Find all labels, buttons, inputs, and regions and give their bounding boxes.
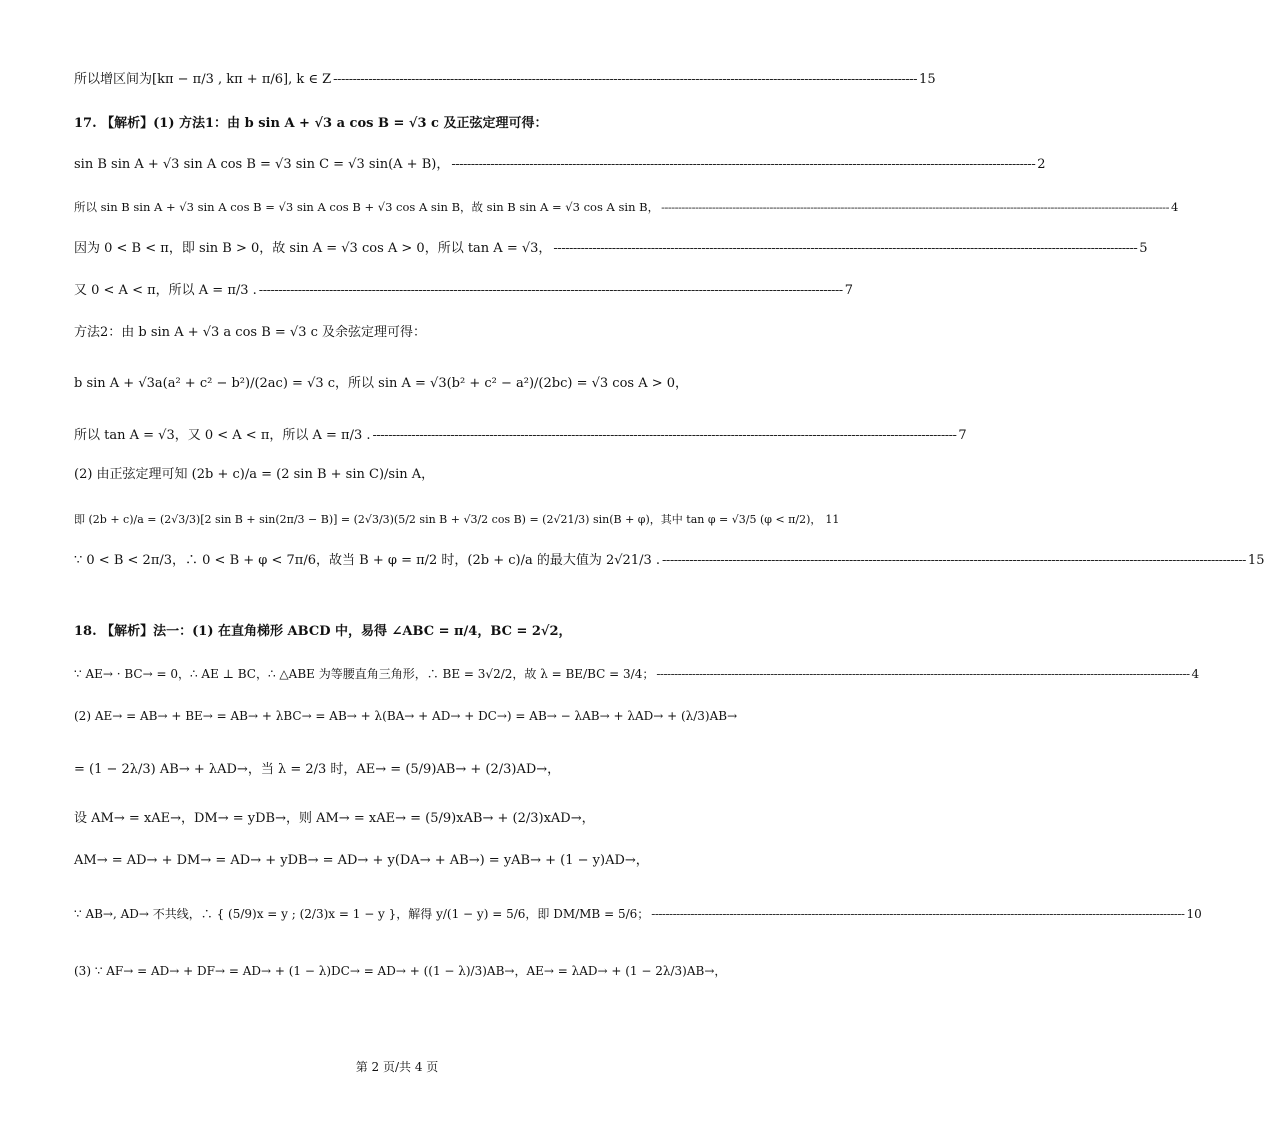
line-text: 18. 【解析】法一：(1) 在直角梯形 ABCD 中，易得 ∠ABC = π/4，BC = 2√2， — [74, 624, 572, 639]
line-text: ∵ AE→ · BC→ = 0，∴ AE ⊥ BC，∴ △ABE 为等腰直角三角形，∴ BE = 3√2/2，故 λ = BE/BC = 3/4； — [74, 667, 655, 681]
score-label: 5 — [1139, 241, 1148, 256]
line-text: 所以 tan A = √3，又 0 < A < π，所以 A = π/3 . — [74, 428, 371, 443]
line-interval — [74, 71, 936, 89]
dash-leader: ------------------------------------------------------------------------------------------------------------------------------------------------------ — [372, 428, 957, 443]
line-q17-step2 — [74, 156, 1046, 174]
line-q17-step4 — [74, 198, 1179, 216]
line-q17-step5 — [74, 240, 1148, 258]
score-label: 15 — [919, 72, 936, 87]
dash-leader: ------------------------------------------------------------------------------------------------------------------------------------------------------ — [651, 907, 1185, 921]
line-q18-step10 — [74, 905, 1202, 923]
line-text: sin B sin A + √3 sin A cos B = √3 sin C = √3 sin(A + B)， — [74, 157, 450, 172]
line-text: 又 0 < A < π，所以 A = π/3 . — [74, 283, 257, 298]
line-q17-m2-step7 — [74, 427, 967, 445]
line-text: 所以增区间为[kπ − π/3 , kπ + π/6], k ∈ Z — [74, 72, 332, 87]
line-q18-part2-cont — [74, 761, 696, 779]
line-text: 17. 【解析】(1) 方法1：由 b sin A + √3 a cos B = √3 c 及正弦定理可得： — [74, 116, 548, 131]
score-label: 4 — [1170, 200, 1179, 214]
line-text: 方法2：由 b sin A + √3 a cos B = √3 c 及余弦定理可得： — [74, 325, 427, 340]
line-text: 因为 0 < B < π，即 sin B > 0，故 sin A = √3 cos A > 0，所以 tan A = √3， — [74, 241, 552, 256]
line-text: AM→ = AD→ + DM→ = AD→ + yDB→ = AD→ + y(DA→ + AB→) = yAB→ + (1 − y)AD→， — [74, 853, 649, 868]
score-label: 11 — [825, 513, 840, 526]
line-q17-part2-step15 — [74, 552, 1264, 570]
line-q18-am — [74, 852, 696, 870]
line-q18-intro — [74, 623, 696, 641]
line-q17-part2 — [74, 466, 696, 484]
line-q18-part2 — [74, 707, 738, 725]
dash-leader: ------------------------------------------------------------------------------------------------------------------------------------------------------ — [451, 157, 1036, 172]
line-q17-method2 — [74, 324, 696, 342]
score-label: 2 — [1037, 157, 1046, 172]
dash-leader: ------------------------------------------------------------------------------------------------------------------------------------------------------ — [656, 667, 1190, 681]
score-label: 15 — [1247, 553, 1264, 568]
page-footer: 第 2 页/共 4 页 — [355, 1060, 439, 1074]
line-text: ∵ 0 < B < 2π/3，∴ 0 < B + φ < 7π/6，故当 B + φ = π/2 时，(2b + c)/a 的最大值为 2√21/3 . — [74, 553, 661, 568]
line-text: (2) AE→ = AB→ + BE→ = AB→ + λBC→ = AB→ + λ(BA→ + AD→ + DC→) = AB→ − λAB→ + λAD→ + (λ/3)AB→ — [74, 709, 738, 723]
line-q18-part3 — [74, 962, 727, 980]
line-text: ∵ AB→, AD→ 不共线，∴ { (5/9)x = y ; (2/3)x = 1 − y }，解得 y/(1 − y) = 5/6，即 DM/MB = 5/6； — [74, 907, 650, 921]
line-text: (3) ∵ AF→ = AD→ + DF→ = AD→ + (1 − λ)DC→ = AD→ + ((1 − λ)/3)AB→，AE→ = λAD→ + (1 − 2λ/3)AB→， — [74, 964, 727, 978]
line-q18-step4 — [74, 665, 1200, 683]
line-q17-method1 — [74, 115, 696, 133]
score-label: 10 — [1186, 907, 1202, 921]
line-q17-step7 — [74, 282, 853, 300]
line-text: 设 AM→ = xAE→，DM→ = yDB→，则 AM→ = xAE→ = (5/9)xAB→ + (2/3)xAD→， — [74, 811, 595, 826]
score-label: 7 — [958, 428, 967, 443]
line-q18-set — [74, 810, 696, 828]
line-q17-cosine — [74, 375, 696, 393]
dash-leader: ------------------------------------------------------------------------------------------------------------------------------------------------------ — [258, 283, 843, 298]
line-q17-part2-step11 — [74, 511, 840, 529]
line-text: 所以 sin B sin A + √3 sin A cos B = √3 sin A cos B + √3 cos A sin B，故 sin B sin A = √3 cos A sin B， — [74, 200, 660, 214]
dash-leader: ------------------------------------------------------------------------------------------------------------------------------------------------------ — [661, 200, 1169, 214]
dash-leader: ------------------------------------------------------------------------------------------------------------------------------------------------------ — [662, 553, 1246, 568]
line-text: 即 (2b + c)/a = (2√3/3)[2 sin B + sin(2π/3 − B)] = (2√3/3)(5/2 sin B + √3/2 cos B) = (2√21/3) sin(B + φ)，其中 tan φ = √3/5 (φ < π/2)， — [74, 513, 822, 526]
dash-leader: ------------------------------------------------------------------------------------------------------------------------------------------------------ — [553, 241, 1138, 256]
dash-leader: ------------------------------------------------------------------------------------------------------------------------------------------------------ — [333, 72, 918, 87]
line-text: = (1 − 2λ/3) AB→ + λAD→，当 λ = 2/3 时，AE→ = (5/9)AB→ + (2/3)AD→， — [74, 762, 561, 777]
score-label: 4 — [1191, 667, 1200, 681]
score-label: 7 — [844, 283, 853, 298]
line-text: (2) 由正弦定理可知 (2b + c)/a = (2 sin B + sin C)/sin A， — [74, 467, 435, 482]
line-text: b sin A + √3a(a² + c² − b²)/(2ac) = √3 c，所以 sin A = √3(b² + c² − a²)/(2bc) = √3 cos A > 0， — [74, 376, 689, 391]
